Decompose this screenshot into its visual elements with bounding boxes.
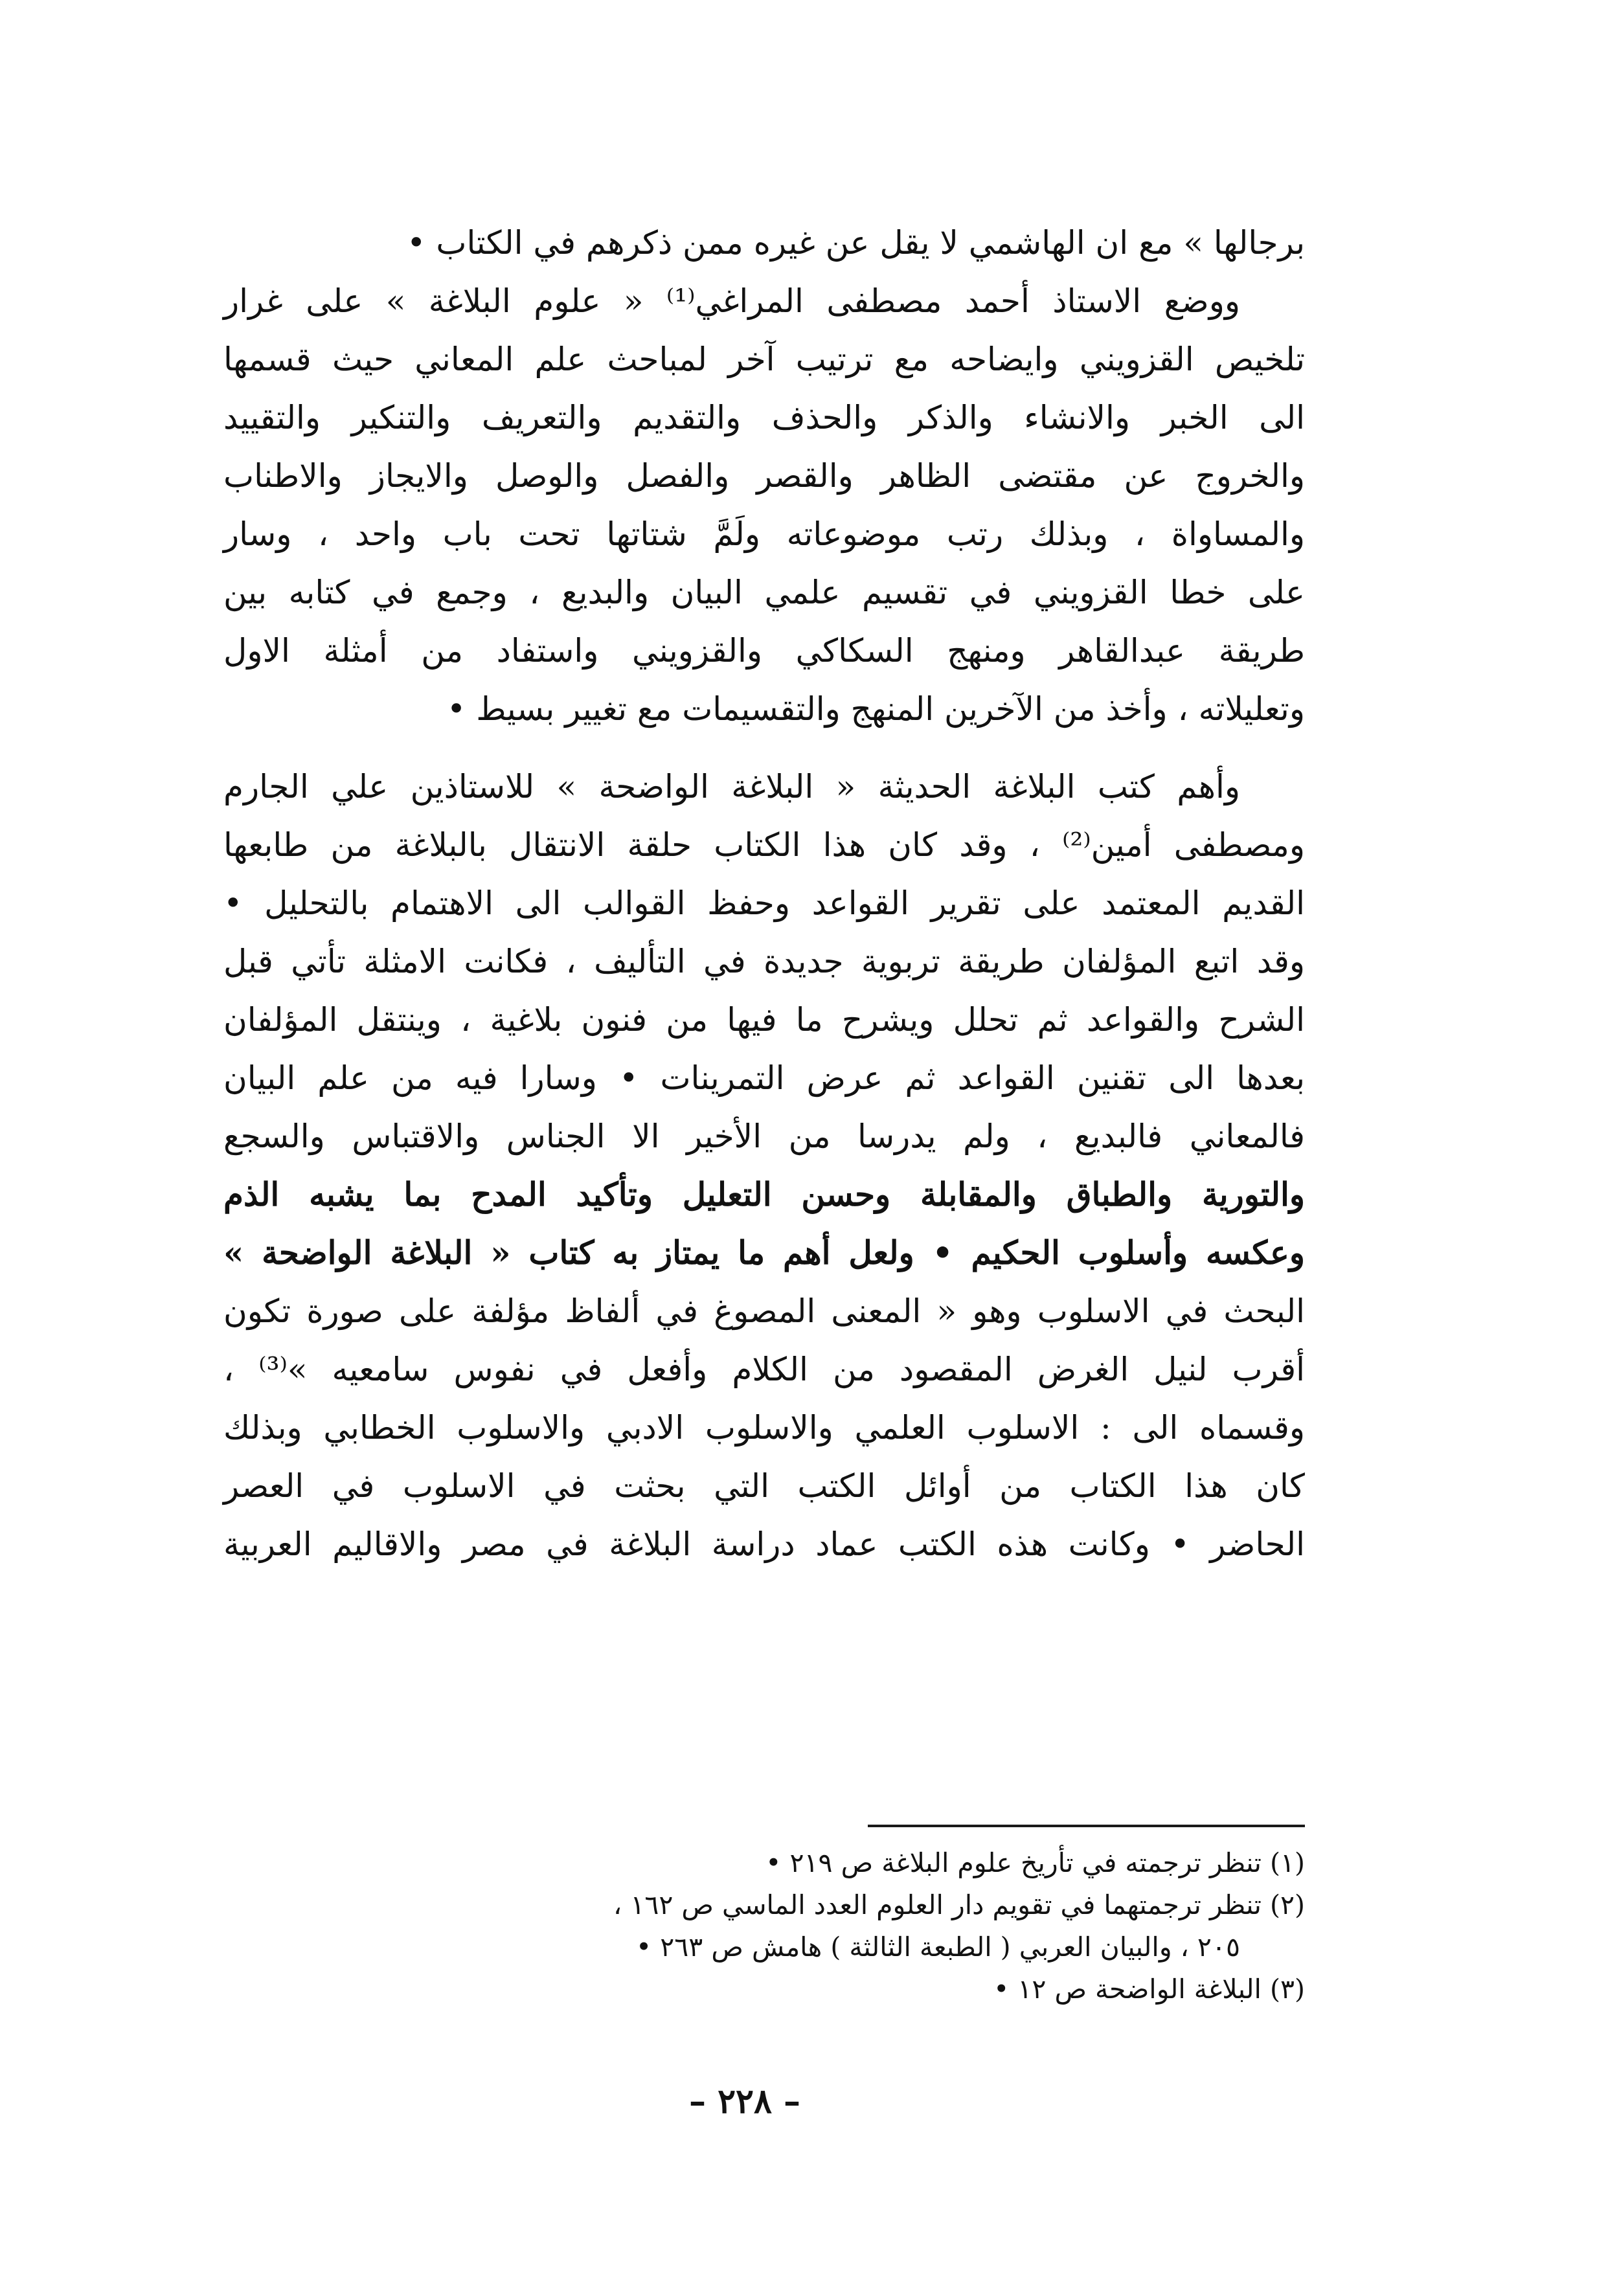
body-line: وقسماه الى : الاسلوب العلمي والاسلوب الادبي والاسلوب الخطابي وبذلك [223,1409,1305,1446]
body-line: الحاضر • وكانت هذه الكتب عماد دراسة البلاغة في مصر والاقاليم العربية [223,1525,1305,1563]
footnote-2-continued: ٢٠٥ ، والبيان العربي ( الطبعة الثالثة ) هامش ص ٢٦٣ • [636,1931,1240,1963]
body-line: القديم المعتمد على تقرير القواعد وحفظ القوالب الى الاهتمام بالتحليل • [223,884,1305,922]
body-line: بعدها الى تقنين القواعد ثم عرض التمرينات • وسارا فيه من علم البيان [223,1059,1305,1097]
body-line: برجالها » مع ان الهاشمي لا يقل عن غيره ممن ذكرهم في الكتاب • [406,224,1305,262]
body-line: والمساواة ، وبذلك رتب موضوعاته ولَمَّ شتاتها تحت باب واحد ، وسار [223,515,1305,553]
footnote-2: (٢) تنظر ترجمتهما في تقويم دار العلوم العدد الماسي ص ١٦٢ ، [613,1889,1305,1920]
body-line: والخروج عن مقتضى الظاهر والقصر والفصل والوصل والايجاز والاطناب [223,457,1305,495]
body-line: وقد اتبع المؤلفان طريقة تربوية جديدة في التأليف ، فكانت الامثلة تأتي قبل [223,943,1305,980]
body-line: الشرح والقواعد ثم تحلل ويشرح ما فيها من فنون بلاغية ، وينتقل المؤلفان [223,1001,1305,1039]
footnote-divider [868,1825,1305,1827]
body-line: فالمعاني فالبديع ، ولم يدرسا من الأخير الا الجناس والاقتباس والسجع [223,1118,1305,1155]
page-number: – ٢٢٨ – [688,2082,800,2121]
body-line: على خطا القزويني في تقسيم علمي البيان والبديع ، وجمع في كتابه بين [223,574,1305,611]
paragraph-gap [223,738,1305,758]
body-text [223,214,1305,1573]
body-line: ووضع الاستاذ أحمد مصطفى المراغي⁽¹⁾ « علوم البلاغة » على غرار [223,282,1241,320]
body-line: وتعليلاته ، وأخذ من الآخرين المنهج والتقسيمات مع تغيير بسيط • [446,690,1305,728]
footnote-1: (١) تنظر ترجمته في تأريخ علوم البلاغة ص ٢١٩ • [765,1847,1305,1878]
body-line: ومصطفى أمين⁽²⁾ ، وقد كان هذا الكتاب حلقة الانتقال بالبلاغة من طابعها [223,826,1305,864]
body-line: أقرب لنيل الغرض المقصود من الكلام وأفعل في نفوس سامعيه »⁽³⁾ ، [223,1351,1305,1388]
body-line: البحث في الاسلوب وهو « المعنى المصوغ في ألفاظ مؤلفة على صورة تكون [223,1292,1305,1330]
body-line: كان هذا الكتاب من أوائل الكتب التي بحثت في الاسلوب في العصر [223,1467,1305,1505]
body-line: تلخيص القزويني وايضاحه مع ترتيب آخر لمباحث علم المعاني حيث قسمها [223,341,1305,378]
body-line: طريقة عبدالقاهر ومنهج السكاكي والقزويني واستفاد من أمثلة الاول [223,632,1305,670]
body-line: وأهم كتب البلاغة الحديثة « البلاغة الواضحة » للاستاذين علي الجارم [223,768,1240,805]
body-line: وعكسه وأسلوب الحكيم • ولعل أهم ما يمتاز به كتاب « البلاغة الواضحة » [223,1233,1305,1272]
body-line: الى الخبر والانشاء والذكر والحذف والتقديم والتعريف والتنكير والتقييد [223,399,1305,436]
footnotes [223,1842,1305,2010]
footnote-3: (٣) البلاغة الواضحة ص ١٢ • [993,1974,1305,2005]
body-line: والتورية والطباق والمقابلة وحسن التعليل وتأكيد المدح بما يشبه الذم [223,1175,1305,1213]
